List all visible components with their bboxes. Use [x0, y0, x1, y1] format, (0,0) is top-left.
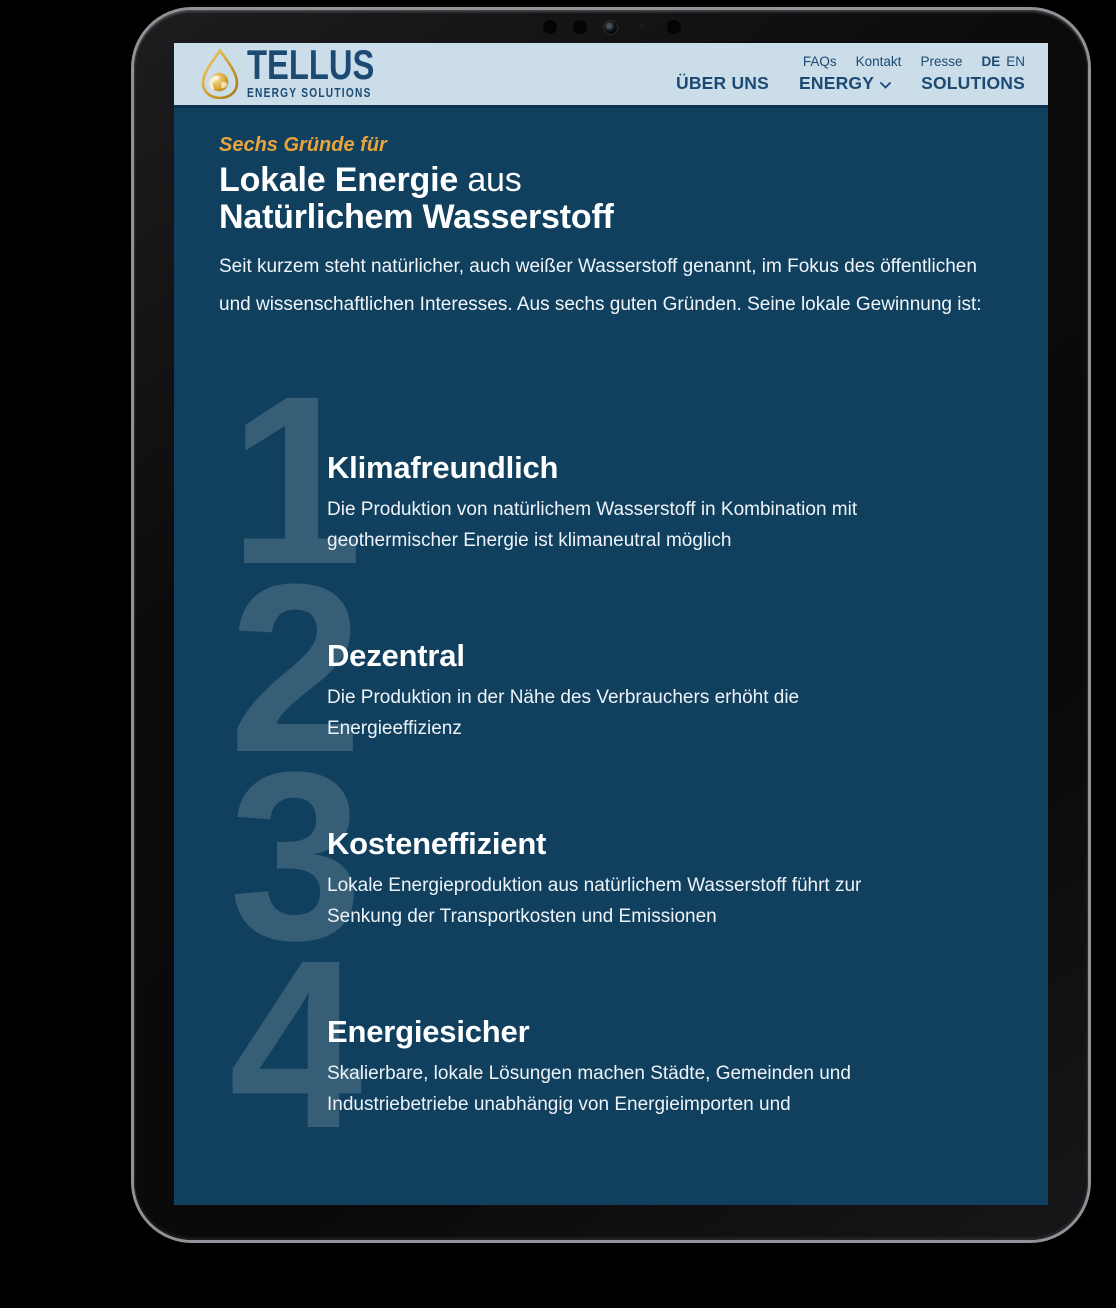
reason-body [327, 638, 1003, 744]
watermark-number: 4 [229, 910, 363, 1178]
title-bold-part: Lokale Energie [219, 161, 459, 199]
reason-text: Lokale Energieproduktion aus natürlichem Wasserstoff führt zur Senkung der Transportkosten und Emissionen [327, 875, 862, 927]
main-nav [676, 73, 1025, 94]
droplet-globe-logo-icon [200, 49, 240, 99]
page-title [219, 162, 1003, 236]
reason-body [327, 826, 1003, 932]
reason-title: Kosteneffizient [327, 826, 547, 861]
tablet-device-frame [134, 10, 1088, 1240]
logo-text [247, 43, 375, 101]
intro-paragraph: Seit kurzem steht natürlicher, auch weißer Wasserstoff genannt, im Fokus des öffentlichen und wissenschaftlichen Interesses. Aus sechs guten Gründen. Seine lokale Gewinnung ist: [219, 256, 982, 315]
camera-sensor-icon [543, 20, 557, 34]
watermark-number: 2 [229, 534, 363, 802]
reason-body [327, 450, 1003, 556]
reason-text: Die Produktion von natürlichem Wasserstoff in Kombination mit geothermischer Energie ist klimaneutral möglich [327, 499, 858, 551]
lang-en[interactable]: EN [1006, 54, 1025, 69]
reason-item-2 [219, 534, 1003, 802]
nav-link-faqs[interactable]: FAQs [802, 54, 837, 69]
front-camera-lens-icon [604, 21, 617, 34]
nav-item-energy[interactable] [799, 73, 891, 94]
nav-link-presse[interactable]: Presse [920, 54, 963, 69]
main-content [174, 108, 1048, 1178]
reason-item-4 [219, 910, 1003, 1178]
reason-title: Dezentral [327, 638, 465, 673]
nav-item-solutions[interactable] [921, 73, 1025, 94]
watermark-number: 1 [229, 346, 363, 614]
title-regular-part: aus [458, 161, 522, 199]
watermark-number: 3 [229, 722, 363, 990]
logo-tagline: ENERGY SOLUTIONS [247, 85, 372, 101]
nav-link-kontakt[interactable]: Kontakt [855, 54, 902, 69]
hero-kicker: Sechs Gründe für [219, 134, 387, 156]
title-bold-part: Natürlichem Wasserstoff [219, 198, 614, 236]
chevron-down-icon [880, 82, 891, 89]
front-camera-cluster [537, 19, 697, 35]
lang-de[interactable]: DE [981, 54, 1001, 69]
ambient-sensor-icon [639, 24, 644, 29]
reasons-list [219, 346, 1003, 1178]
utility-nav [803, 54, 1025, 69]
reason-text: Die Produktion in der Nähe des Verbrauchers erhöht die Energieeffizienz [327, 687, 800, 739]
nav-stack [676, 54, 1025, 94]
logo[interactable] [200, 43, 410, 101]
camera-sensor-icon [667, 20, 681, 34]
reason-title: Klimafreundlich [327, 450, 559, 485]
reason-body [327, 1014, 1003, 1120]
site-header [174, 43, 1048, 108]
language-switch [981, 54, 1025, 69]
nav-item-label: SOLUTIONS [921, 73, 1025, 93]
nav-item-label: ENERGY [799, 73, 875, 93]
reason-title: Energiesicher [327, 1014, 530, 1049]
logo-name: TELLUS [247, 43, 375, 88]
reason-item-1 [219, 346, 1003, 614]
nav-item-ueber-uns[interactable] [676, 73, 769, 94]
reason-text: Skalierbare, lokale Lösungen machen Städte, Gemeinden und Industriebetriebe unabhängig von Energieimporten und [327, 1063, 851, 1115]
nav-item-label: ÜBER UNS [676, 73, 769, 93]
camera-sensor-icon [573, 20, 587, 34]
tablet-screen [174, 43, 1048, 1205]
reason-item-3 [219, 722, 1003, 990]
